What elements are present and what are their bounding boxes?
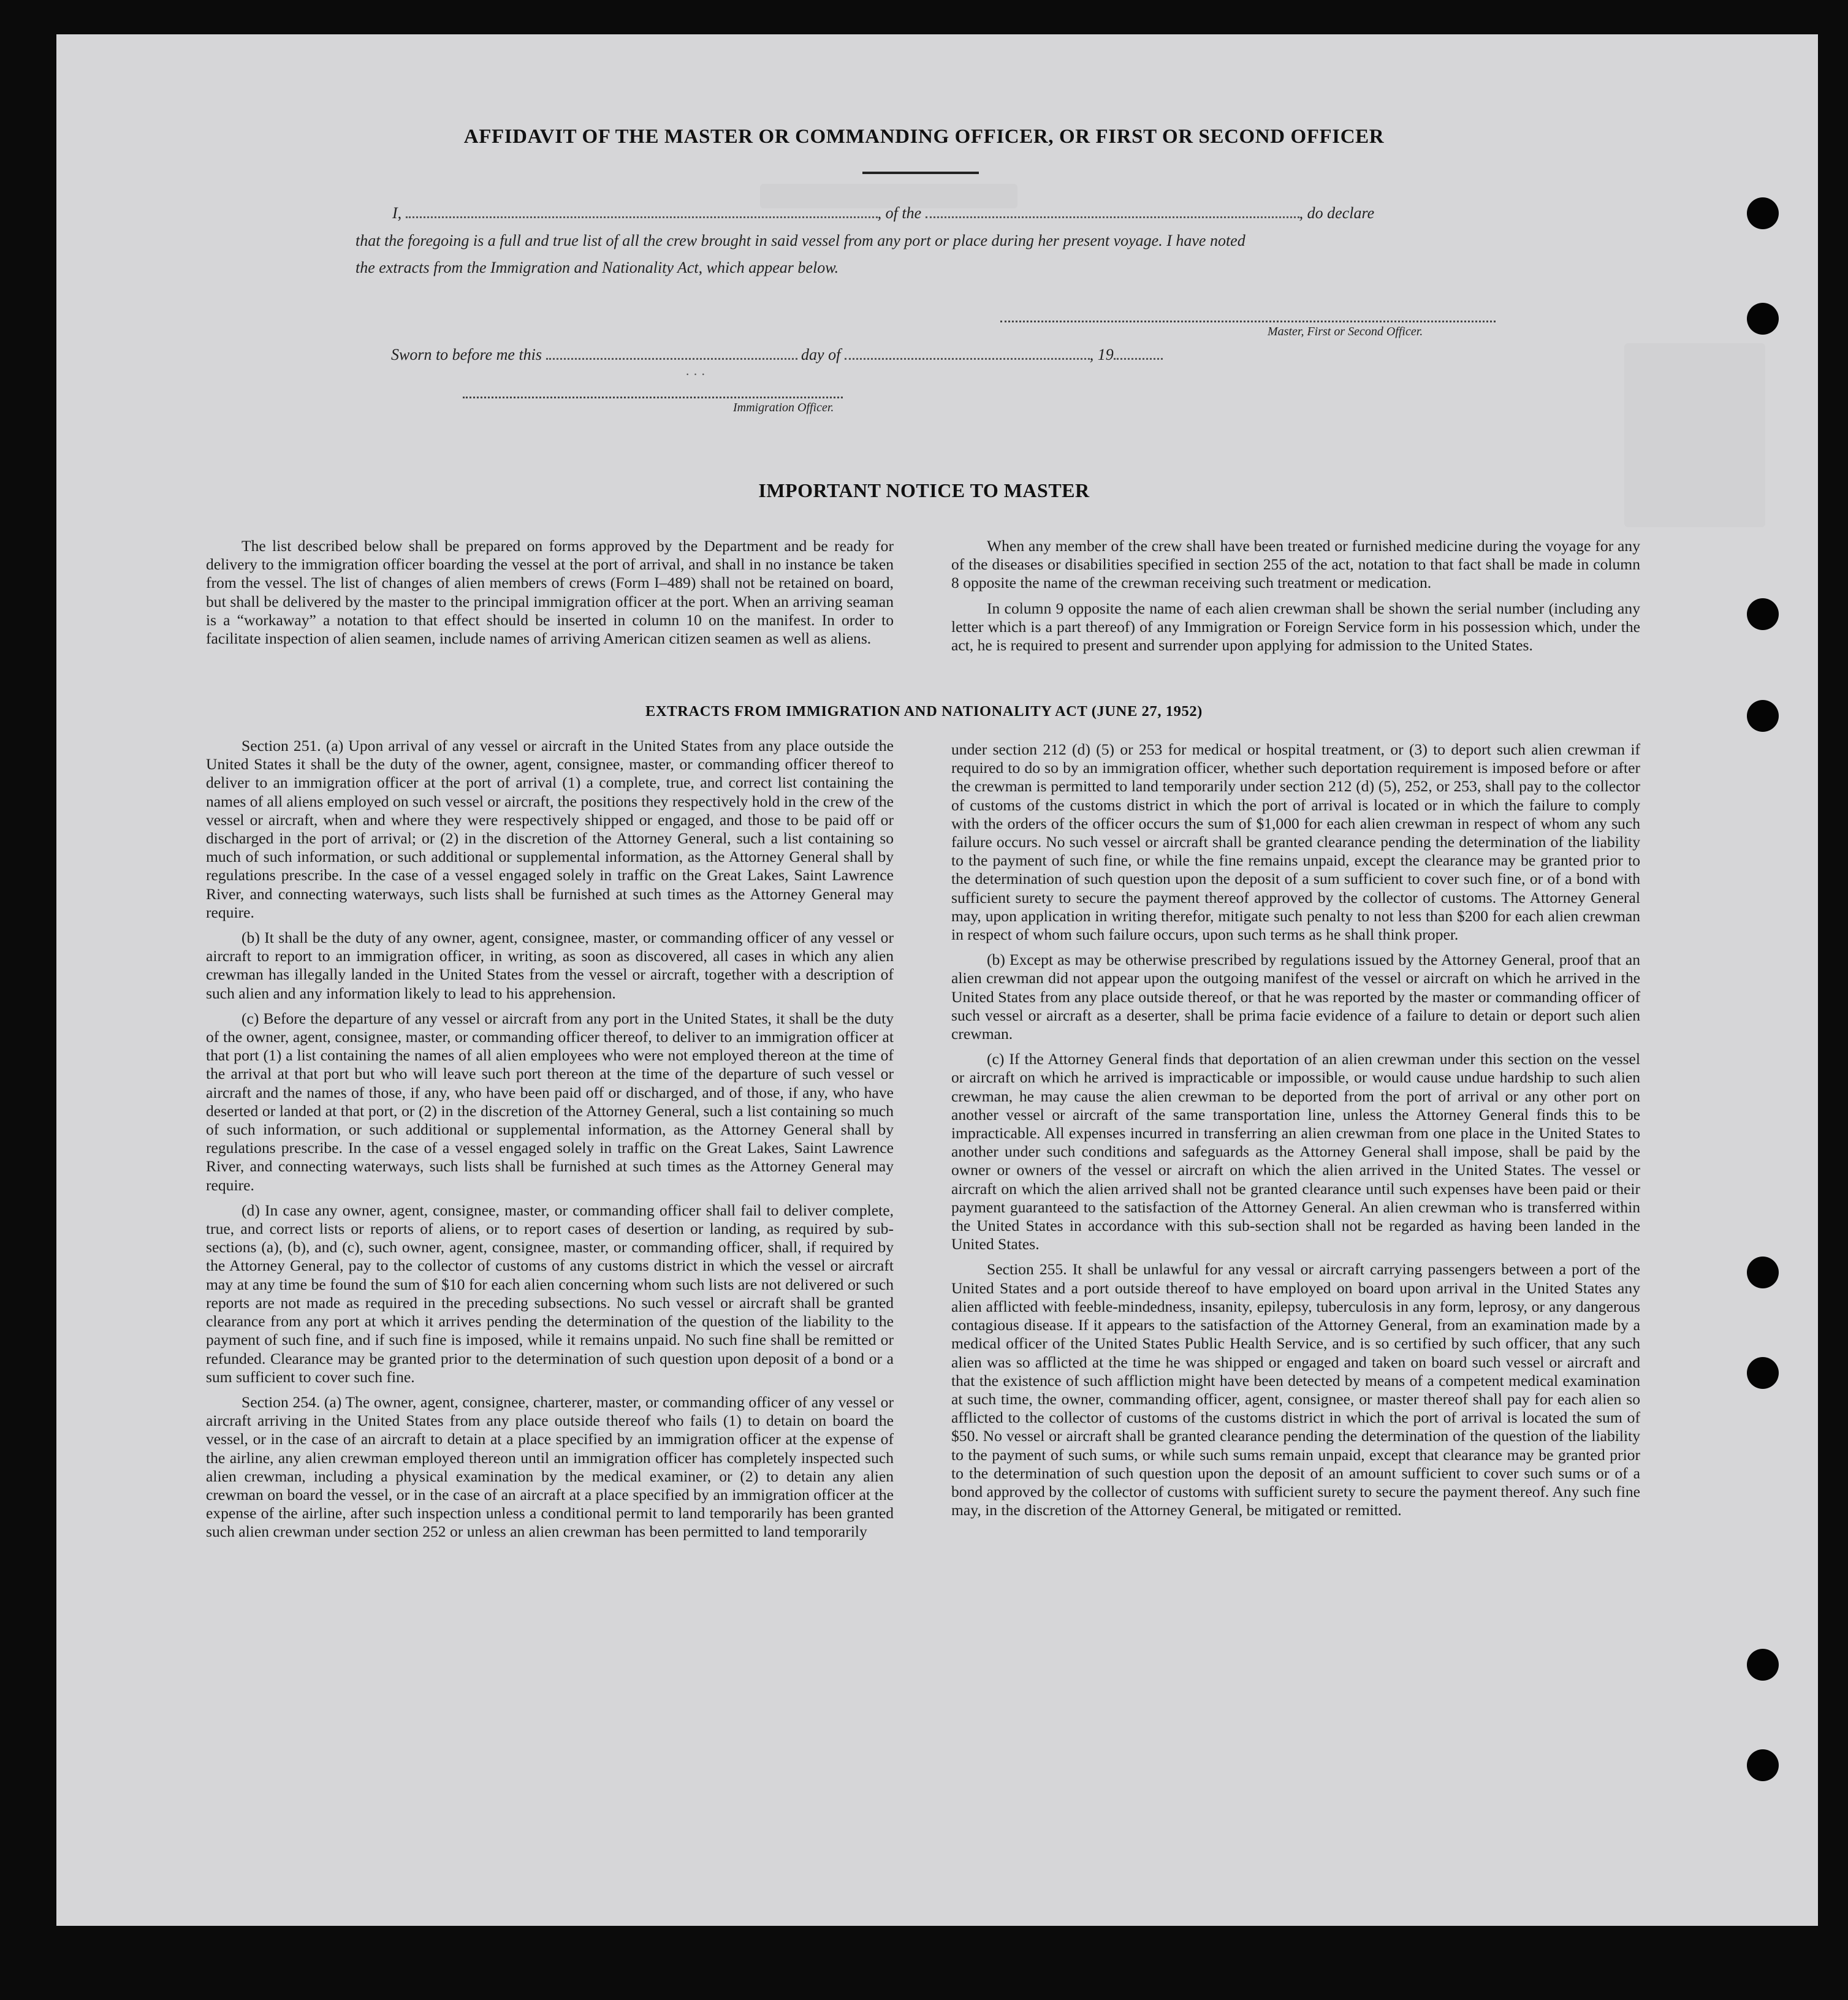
vessel-field[interactable] xyxy=(926,215,1299,218)
section-251-b: (b) It shall be the duty of any owner, agent, consignee, master, or commanding officer of any vessel or aircraft to report to an immigration officer, in writing, as soon as discovered, all cases in which any alien crewman has illegally landed in the United States from the vessel or aircraft, together with a description of such alien and any information likely to lead to his apprehension. xyxy=(206,929,894,1002)
punch-hole xyxy=(1747,1649,1779,1681)
officer-caption: Immigration Officer. xyxy=(733,401,834,414)
section-254-c: (c) If the Attorney General finds that deportation of an alien crewman under this section on the vessel or aircraft on which he arrived is impracticable or impossible, or would cause undue hardship to such alien crewman, he may cause the alien crewman to be deported from the port of arrival or any other port on another vessel or aircraft of the same transportation line, unless the Attorney General finds this to be impracticable. All expenses incurred in transferring an alien crewman from one place in the United States to another under such conditions and safeguards as the Attorney General shall impose, shall be paid by the owner or owners of the vessel or aircraft on which the alien arrived in the United States. The vessel or aircraft on which the alien arrived shall not be granted clearance until such expenses have been paid or their payment guaranteed to the satisfaction of the Attorney General. An alien crewman who is transferred within the United States in accordance with this sub-section shall not be regarded as having been landed in the United States. xyxy=(951,1050,1640,1253)
sworn-year-field[interactable] xyxy=(1114,357,1163,360)
extracts-left-column xyxy=(206,737,894,1542)
punch-hole xyxy=(1747,303,1779,335)
extracts-title: EXTRACTS FROM IMMIGRATION AND NATIONALITY ACT (JUNE 27, 1952) xyxy=(645,703,1203,720)
section-254-b: (b) Except as may be otherwise prescribed by regulations issued by the Attorney General, proof that an alien crewman did not appear upon the outgoing manifest of the vessel or aircraft on which he arrived in the United States from any place outside thereof, or that he was reported by the master or commanding officer of such vessel or aircraft as a deserter, shall be prima facie evidence of a failure to detain or deport such alien crewman. xyxy=(951,951,1640,1043)
notice-right-column xyxy=(951,537,1640,655)
notice-left-column xyxy=(206,537,894,648)
section-251-a: Section 251. (a) Upon arrival of any vessel or aircraft in the United States from any place outside the United States it shall be the duty of the owner, agent, consignee, master, or commanding officer thereof to deliver to an immigration officer at the port of arrival (1) a complete, true, and correct list containing the names of all aliens employed on such vessel or aircraft, the positions they respectively hold in the crew of the vessel or aircraft, when and where they were respectively shipped or engaged, and those to be paid off or discharged in the port of arrival; or (2) in the discretion of the Attorney General, such a list containing so much of such information, or such additional or supplemental information, as the Attorney General shall by regulations prescribe. In the case of a vessel engaged solely in traffic on the Great Lakes, Saint Lawrence River, and connecting waterways, such lists shall be furnished at such times as the Attorney General may require. xyxy=(206,737,894,921)
declaration-line xyxy=(392,204,1374,222)
sworn-month-field[interactable] xyxy=(845,357,1090,360)
declare-of-the-label: , of the xyxy=(877,204,922,222)
section-255: Section 255. It shall be unlawful for any vessal or aircraft carrying passengers between a port of the United States and a port outside thereof to have employed on board upon arrival in the United States any alien afflicted with feeble-mindedness, insanity, epilepsy, tuberculosis in any form, leprosy, or any dangerous contagious disease. If it appears to the satisfaction of the Attorney General, from an examination made by a medical officer of the United States Public Health Service, and is so certified by such officer, that any such alien was so afflicted at the time he was shipped or engaged and taken on board such vessel or aircraft and that the existence of such affliction might have been detected by means of a competent medical examination at such time, the owner, commanding officer, agent, consignee, or master thereof shall pay for each alien so afflicted to the collector of customs of the customs district in which the port of arrival is located the sum of $50. No vessel or aircraft shall be granted clearance pending the determination of the question of the liability to the payment of such sums, or while such sums remain unpaid, except that clearance may be granted prior to the determination of such question upon the deposit of an amount sufficient to cover such sums or of a bond approved by the collector of customs with sufficient surety to secure the payment thereof. Any such fine may, in the discretion of the Attorney General, be mitigated or remitted. xyxy=(951,1260,1640,1519)
section-254-a-continued: under section 212 (d) (5) or 253 for medical or hospital treatment, or (3) to deport such alien crewman if required to do so by an immigration officer, whether such deportation requirement is imposed before or after the crewman is permitted to land temporarily under section 212 (d) (5), 252, or 253, shall pay to the collector of customs of the customs district in which the port of arrival is located or in which the failure to comply with the orders of the officer occurs the sum of $1,000 for each alien crewman in respect of whom any such failure occurs. No such vessel or aircraft shall be granted clearance pending the determination of the liability to the payment of such fine, or while the fine remains unpaid, except the clearance may be granted prior to the determination of such question upon the deposit of a sum sufficient to cover such fine, or of a bond with sufficient surety to secure the payment thereof approved by the collector of customs. The Attorney General may, upon application in writing therefor, mitigate such penalty to not less than $200 for each alien crewman in respect of whom such failure occurs, upon such terms as he shall think proper. xyxy=(951,740,1640,944)
affidavit-title: AFFIDAVIT OF THE MASTER OR COMMANDING OFFICER, OR FIRST OR SECOND OFFICER xyxy=(463,126,1385,148)
sworn-day-of-label: day of xyxy=(801,346,841,363)
sworn-day-field[interactable] xyxy=(546,357,797,360)
declaration-body-1: that the foregoing is a full and true list of all the crew brought in said vessel from any port or place during her present voyage. I have noted xyxy=(356,232,1245,249)
punch-hole xyxy=(1747,1257,1779,1288)
notice-title: IMPORTANT NOTICE TO MASTER xyxy=(758,479,1090,501)
sworn-line xyxy=(391,346,1163,364)
declare-do-declare-label: , do declare xyxy=(1299,204,1375,222)
master-signature-line[interactable] xyxy=(1000,321,1496,322)
punch-hole xyxy=(1747,1749,1779,1781)
master-caption: Master, First or Second Officer. xyxy=(1268,325,1423,338)
declare-i-label: I, xyxy=(392,204,402,222)
punch-hole xyxy=(1747,598,1779,630)
name-field[interactable] xyxy=(406,215,878,218)
section-251-c: (c) Before the departure of any vessel or aircraft from any port in the United States, it shall be the duty of the owner, agent, consignee, master, or commanding officer thereof, to deliver to an immigration officer at that port (1) a list containing the names of all alien employees who were not employed thereon at the time of the arrival at that port but who will leave such port thereon at the time of the departure of such vessel or aircraft and the names of those, if any, who have been paid off or discharged, and of those, if any, who have deserted or landed at that port, or (2) in the discretion of the Attorney General, such a list containing so much of such information, or such additional or supplemental information, as the Attorney General shall by regulations prescribe. In the case of a vessel engaged solely in traffic on the Great Lakes, Saint Lawrence River, and connecting waterways, such lists shall be furnished at such times as the Attorney General may require. xyxy=(206,1009,894,1194)
extracts-right-column xyxy=(951,740,1640,1519)
notice-left-paragraph: The list described below shall be prepared on forms approved by the Department and be ready for delivery to the immigration officer boarding the vessel at the port of arrival, and shall in no instance be taken from the vessel. The list of changes of alien members of crews (Form I–489) shall not be retained on board, but shall be delivered by the master to the principal immigration officer at the port. When an arriving seaman is a “workaway” a notation to that effect should be inserted in column 10 on the manifest. In order to facilitate inspection of alien seamen, include names of arriving American citizen seamen as well as aliens. xyxy=(206,537,894,648)
title-rule xyxy=(862,172,979,174)
section-254-a: Section 254. (a) The owner, agent, consignee, charterer, master, or commanding officer of any vessel or aircraft arriving in the United States from any place outside thereof who fails (1) to detain on board the vessel, or in the case of an aircraft to detain at a place specified by an immigration officer at the expense of the airline, any alien crewman employed thereon until an immigration officer has completely inspected such alien crewman, including a physical examination by the medical examiner, or (2) to detain any alien crewman on board the vessel, or in the case of an aircraft at a place specified by an immigration officer at the expense of the airline, after such inspection unless a conditional permit to land temporarily has been granted such alien crewman under section 252 or unless an alien crewman has been permitted to land temporarily xyxy=(206,1393,894,1541)
ink-specks: · · · xyxy=(685,367,705,382)
officer-signature-line[interactable] xyxy=(463,397,843,398)
sworn-year-label: , 19 xyxy=(1089,346,1114,363)
declaration-body-2: the extracts from the Immigration and Nationality Act, which appear below. xyxy=(356,259,839,276)
notice-right-paragraph-1: When any member of the crew shall have been treated or furnished medicine during the voyage for any of the diseases or disabilities specified in section 255 of the act, notation to that fact shall be made in column 8 opposite the name of the crewman receiving such treatment or medication. xyxy=(951,537,1640,592)
punch-hole xyxy=(1747,1357,1779,1389)
punch-hole xyxy=(1747,197,1779,229)
sworn-lead-label: Sworn to before me this xyxy=(391,346,542,363)
notice-right-paragraph-2: In column 9 opposite the name of each alien crewman shall be shown the serial number (including any letter which is a part thereof) of any Immigration or Foreign Service form in his possession which, under the act, he is required to present and surrender upon applying for admission to the United States. xyxy=(951,599,1640,655)
section-251-d: (d) In case any owner, agent, consignee, master, or commanding officer shall fail to deliver complete, true, and correct lists or reports of aliens, or to report cases of desertion or landing, as required by sub-sections (a), (b), and (c), such owner, agent, consignee, master, or commanding officer, shall, if required by the Attorney General, pay to the collector of customs of any customs district in which the vessel or aircraft may at any time be found the sum of $10 for each alien concerning whom such lists are not delivered or such reports are not made as required in the preceding subsections. No such vessel or aircraft shall be granted clearance from any port at which it arrives pending the determination of the question of the liability to the payment of such fine, and if such fine is imposed, while it remains unpaid. No such fine shall be remitted or refunded. Clearance may be granted prior to the determination of such question upon deposit of a bond or a sum sufficient to cover such fine. xyxy=(206,1201,894,1386)
